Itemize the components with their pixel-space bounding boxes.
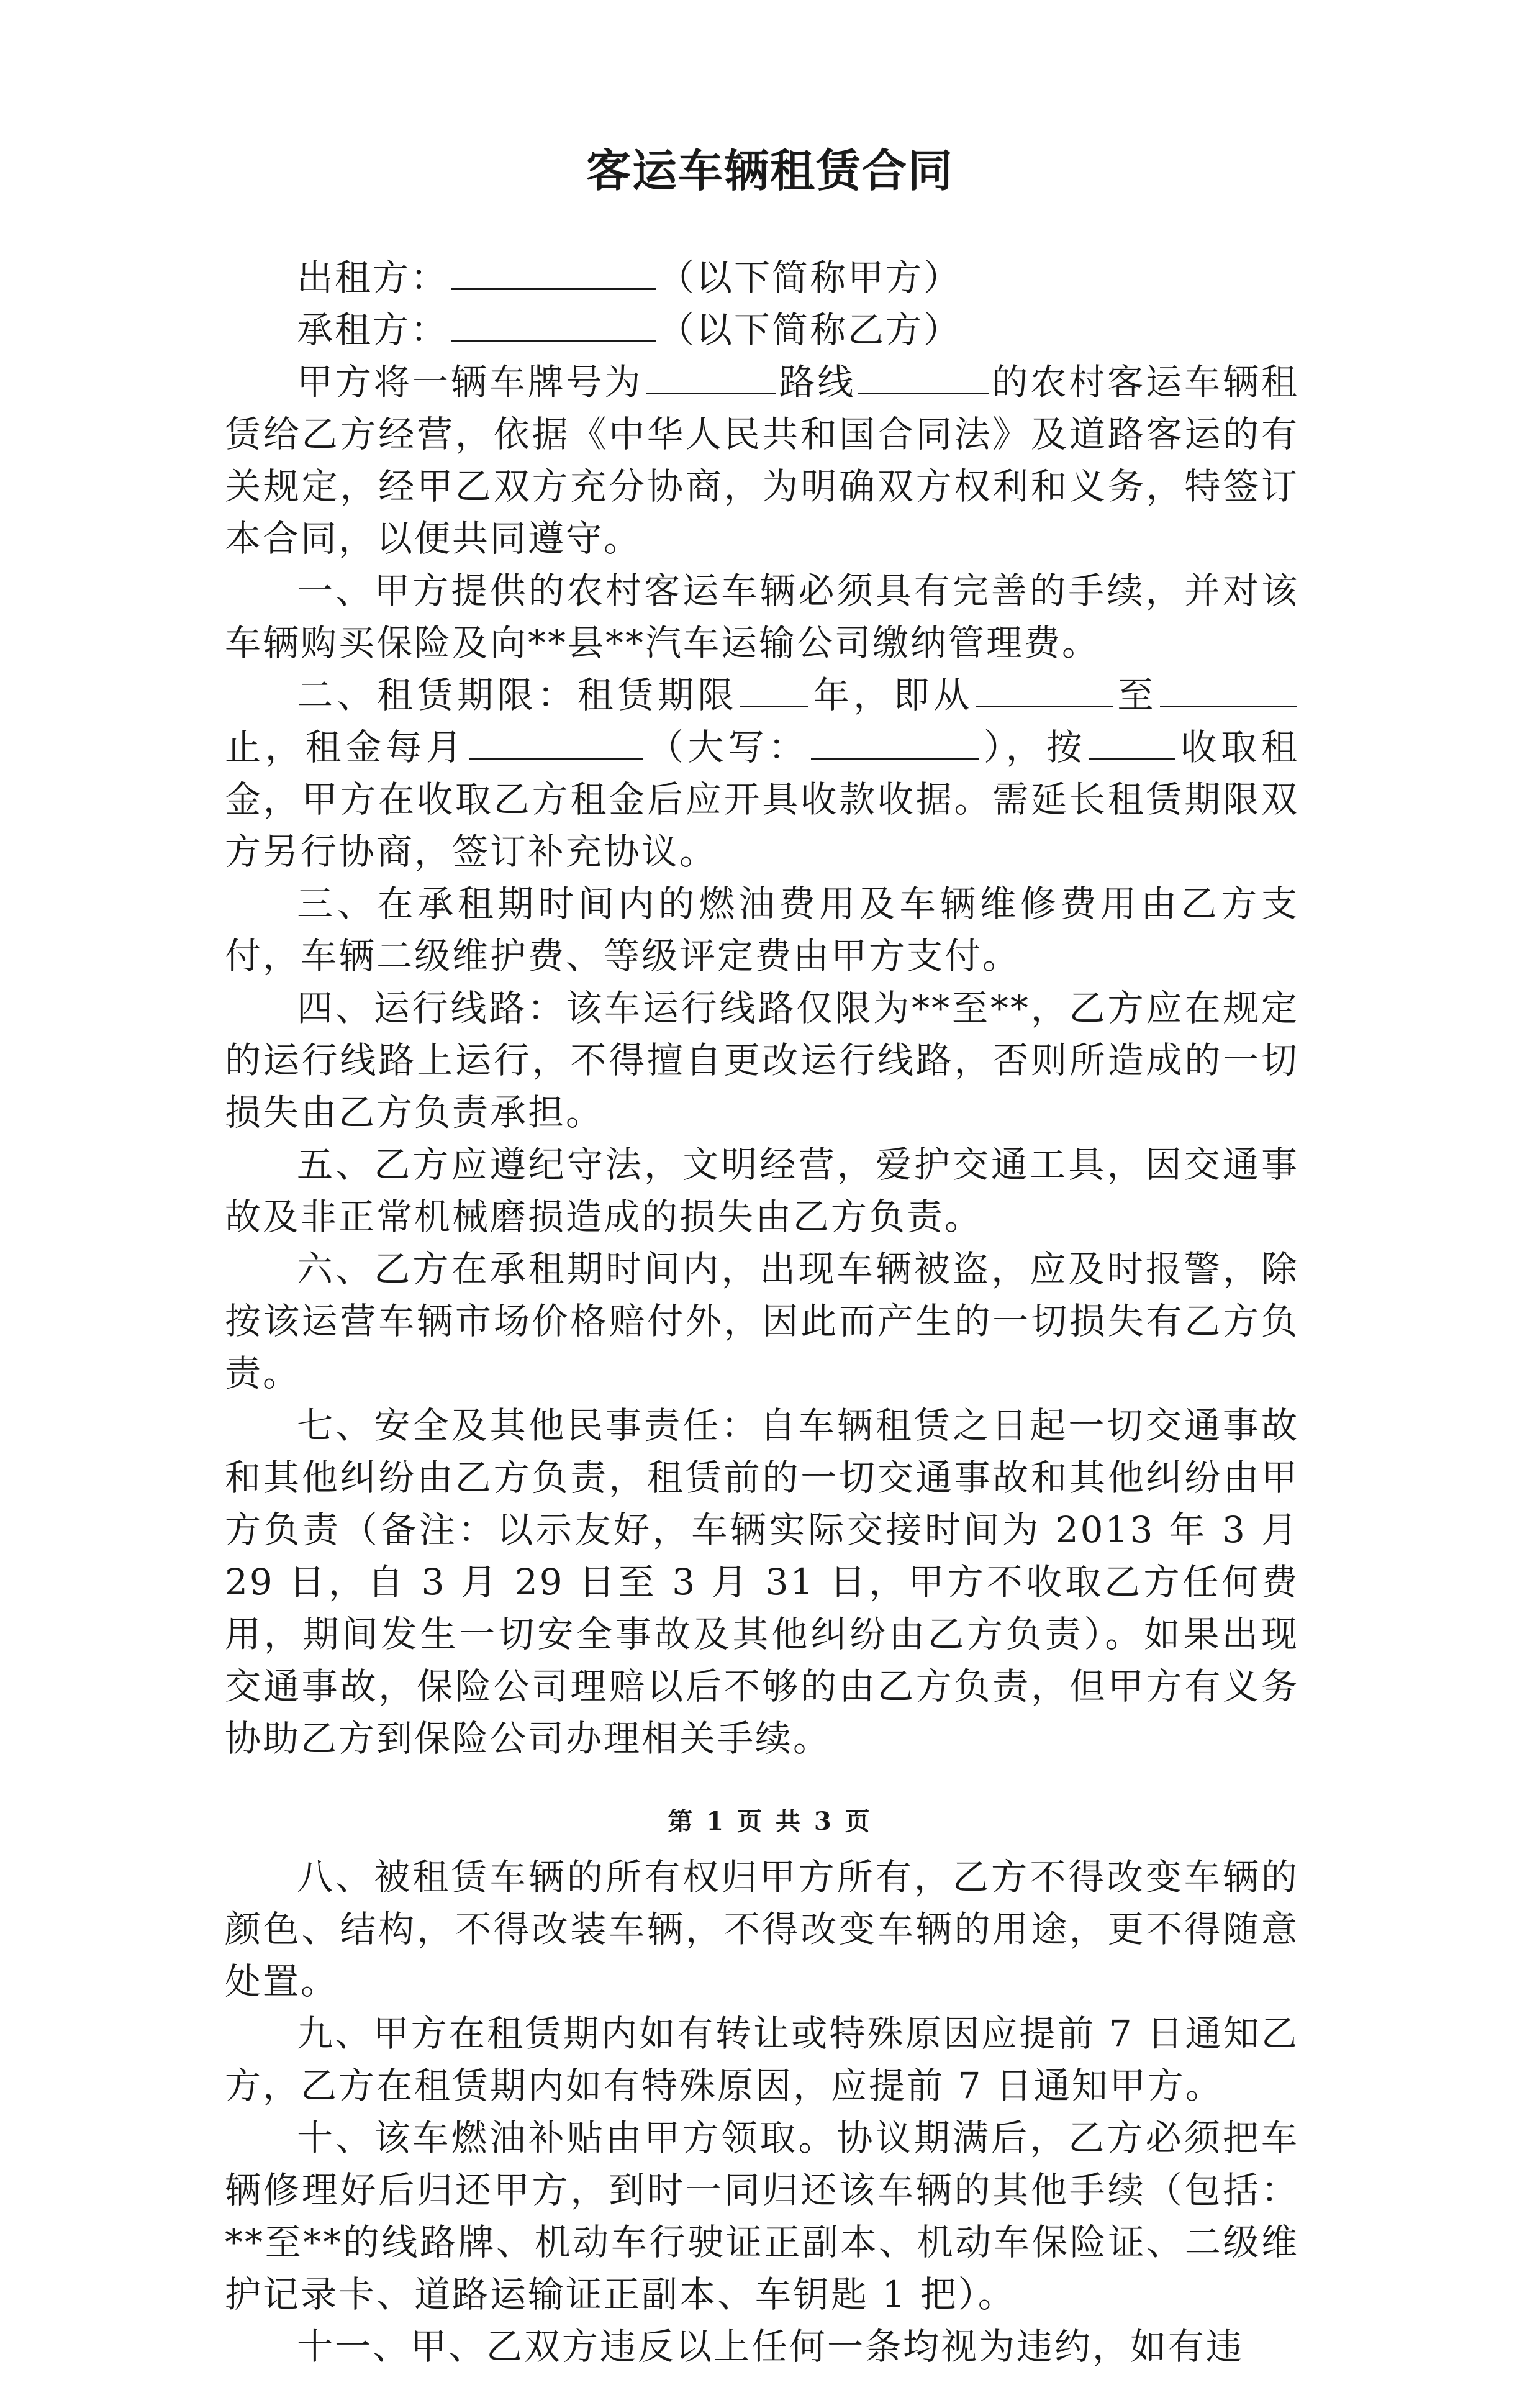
clause-2-text-e: （大写： [645,726,809,768]
end-date-blank[interactable] [1160,670,1297,707]
lessee-name-blank[interactable] [451,304,656,342]
clause-3: 三、在承租期时间内的燃油费用及车辆维修费用由乙方支付，车辆二级维护费、等级评定费由甲方支付。 [225,883,1299,977]
clause-2-text-c: 至 [1115,674,1157,716]
intro-text-a: 甲方将一辆车牌号为 [297,361,643,403]
payment-period-blank[interactable] [1089,722,1175,760]
lessee-suffix: （以下简称乙方） [658,309,962,351]
lessee-label: 承租方： [297,309,449,351]
clause-6: 六、乙方在承租期时间内，出现车辆被盗，应及时报警，除按该运营车辆市场价格赔付外，因此而产生的一切损失有乙方负责。 [225,1248,1299,1394]
clause-7: 七、安全及其他民事责任：自车辆租赁之日起一切交通事故和其他纠纷由乙方负责，租赁前的一切交通事故和其他纠纷由甲方负责（备注：以示友好，车辆实际交接时间为 2013 年 3 月 29 日，自 3 月 29 日至 3 月 31 日，甲方不收取乙方任何费用，期间发生一切安全事故及其他纠纷由乙方负责）。如果出现交通事故，保险公司理赔以后不够的由乙方负责，但甲方有义务协助乙方到保险公司办理相关手续。 [225,1404,1299,1760]
clause-4: 四、运行线路：该车运行线路仅限为**至**，乙方应在规定的运行线路上运行，不得擅自更改运行线路，否则所造成的一切损失由乙方负责承担。 [225,987,1299,1133]
intro-text-b: 路线 [778,361,856,403]
clause-9: 九、甲方在租赁期内如有转让或特殊原因应提前 7 日通知乙方，乙方在租赁期内如有特殊原因，应提前 7 日通知甲方。 [225,2012,1299,2107]
plate-number-blank[interactable] [646,357,776,394]
clause-2-text-a: 二、租赁期限：租赁期限 [297,674,738,716]
lessee-line [225,304,1299,356]
lessor-label: 出租方： [297,257,449,299]
clause-8: 八、被租赁车辆的所有权归甲方所有，乙方不得改变车辆的颜色、结构，不得改装车辆，不得改变车辆的用途，更不得随意处置。 [225,1856,1299,2002]
clause-10: 十、该车燃油补贴由甲方领取。协议期满后，乙方必须把车辆修理好后归还甲方，到时一同归还该车辆的其他手续（包括：**至**的线路牌、机动车行驶证正副本、机动车保险证、二级维护记录卡、道路运输证正副本、车钥匙 1 把）。 [225,2117,1299,2315]
route-blank[interactable] [858,357,989,394]
monthly-rent-blank[interactable] [469,722,643,760]
contract-body-page2 [225,1851,1299,2373]
clause-11: 十一、甲、乙双方违反以上任何一条均视为违约，如有违 [297,2325,1244,2368]
document-title: 客运车辆租赁合同 [586,145,954,197]
lessor-name-blank[interactable] [451,252,656,290]
intro-paragraph [225,356,1299,565]
intro-text-c: 的农村客运车辆租赁给乙方经营，依据《中华人民共和国合同法》及道路客运的有关规定，经甲乙双方充分协商，为明确双方权利和义务，特签订本合同，以便共同遵守。 [225,361,1299,560]
rent-capital-blank[interactable] [811,722,979,760]
lessor-line [225,252,1299,304]
clause-5: 五、乙方应遵纪守法，文明经营，爱护交通工具，因交通事故及非正常机械磨损造成的损失由乙方负责。 [225,1143,1299,1238]
clause-2-text-f: ），按 [981,726,1087,768]
clause-1: 一、甲方提供的农村客运车辆必须具有完善的手续，并对该车辆购买保险及向**县**汽车运输公司缴纳管理费。 [225,570,1299,664]
lessor-suffix: （以下简称甲方） [658,257,962,299]
clause-2-text-d: 止，租金每月 [225,726,466,768]
start-date-blank[interactable] [976,670,1113,707]
clause-2 [225,669,1299,878]
clause-2-text-b: 年，即从 [811,674,974,716]
page-footer: 第 1 页 共 3 页 [668,1807,872,1836]
lease-years-blank[interactable] [740,670,808,707]
contract-body-page1 [225,252,1299,1765]
clause-2-text-g: 收取租金，甲方在收取乙方租金后应开具收款收据。需延长租赁期限双方另行协商，签订补充协议。 [225,726,1299,873]
